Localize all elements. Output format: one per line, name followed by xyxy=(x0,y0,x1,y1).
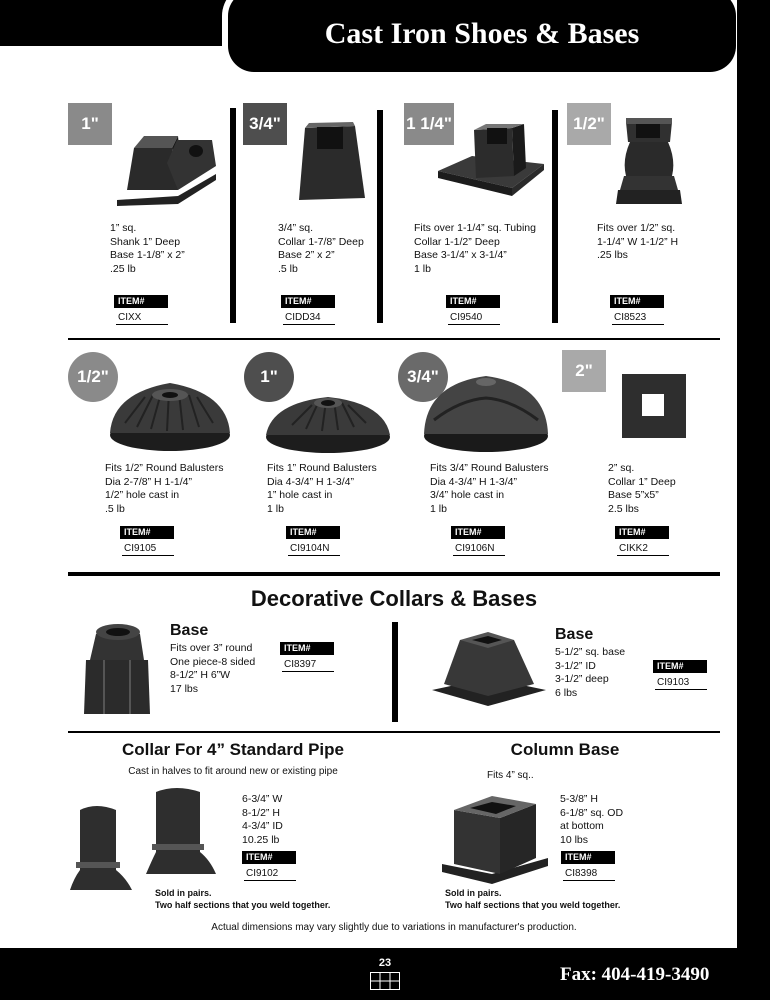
item-label: ITEM# xyxy=(114,295,168,308)
product-desc: 6-3/4” W 8-1/2” H 4-3/4” ID 10.25 lb xyxy=(242,793,283,846)
round-base-image xyxy=(105,375,235,457)
item-number: CI9105 xyxy=(122,541,174,556)
item-number: CI9106N xyxy=(453,541,505,556)
round-base-image xyxy=(262,383,394,457)
row-divider xyxy=(68,731,720,733)
column-base-image xyxy=(440,788,550,888)
item-number: CI8523 xyxy=(612,310,664,325)
collar-title: Collar For 4” Standard Pipe xyxy=(122,740,344,759)
divider xyxy=(392,622,398,722)
size-tag: 1" xyxy=(68,103,112,145)
divider xyxy=(230,108,236,323)
product-name: Base xyxy=(555,626,594,643)
product-desc: Fits 1” Round Balusters Dia 4-3/4” H 1-3/4” 1” hole cast in 1 lb xyxy=(267,462,377,515)
item-label: ITEM# xyxy=(561,851,615,864)
item-number: CI9540 xyxy=(448,310,500,325)
item-number: CI9104N xyxy=(288,541,340,556)
item-label: ITEM# xyxy=(281,295,335,308)
item-number: CIXX xyxy=(116,310,168,325)
side-bar xyxy=(737,0,770,948)
section-divider xyxy=(68,572,720,576)
item-label: ITEM# xyxy=(653,660,707,673)
size-tag: 1/2" xyxy=(68,352,118,402)
product-name: Base xyxy=(170,622,209,639)
shank-shoe-image xyxy=(112,118,222,206)
product-desc: 1” sq. Shank 1” Deep Base 1-1/8” x 2” .25 lb xyxy=(110,222,185,275)
product-desc: Fits 1/2” Round Balusters Dia 2-7/8” H 1-1/4” 1/2” hole cast in .5 lb xyxy=(105,462,224,515)
row-divider xyxy=(68,338,720,340)
size-tag: 3/4" xyxy=(243,103,287,145)
item-label: ITEM# xyxy=(451,526,505,539)
size-tag: 1" xyxy=(244,352,294,402)
item-label: ITEM# xyxy=(610,295,664,308)
item-number: CI9103 xyxy=(655,675,707,690)
item-label: ITEM# xyxy=(286,526,340,539)
small-baluster-shoe-image xyxy=(608,112,690,208)
size-tag: 2" xyxy=(562,350,606,392)
item-label: ITEM# xyxy=(615,526,669,539)
item-number: CIDD34 xyxy=(283,310,335,325)
item-number: CI9102 xyxy=(244,866,296,881)
pipe-collar-image xyxy=(66,782,226,892)
sold-note: Sold in pairs. Two half sections that you weld together. xyxy=(155,888,331,910)
sold-note: Sold in pairs. Two half sections that you weld together. xyxy=(445,888,621,910)
size-tag: 1/2" xyxy=(567,103,611,145)
page-title: Cast Iron Shoes & Bases xyxy=(324,17,640,50)
collar-subtitle: Cast in halves to fit around new or existing pipe xyxy=(128,766,338,777)
item-label: ITEM# xyxy=(120,526,174,539)
dome-base-image xyxy=(420,370,552,458)
square-collar-image xyxy=(620,372,690,442)
grid-logo-icon xyxy=(370,972,400,990)
product-desc: Fits over 3” round One piece-8 sided 8-1/2” H 6”W 17 lbs xyxy=(170,642,256,695)
column-title: Column Base xyxy=(510,740,620,759)
item-label: ITEM# xyxy=(446,295,500,308)
size-tag: 3/4" xyxy=(398,352,448,402)
section-title: Decorative Collars & Bases xyxy=(250,586,538,611)
product-desc: 5-1/2” sq. base 3-1/2” ID 3-1/2” deep 6 lbs xyxy=(555,646,626,699)
page-number: 23 xyxy=(378,957,392,969)
column-subtitle: Fits 4” sq.. xyxy=(487,770,534,781)
product-desc: Fits over 1/2” sq. 1-1/4” W 1-1/2” H .25 lbs xyxy=(597,222,679,261)
item-number: CIKK2 xyxy=(617,541,669,556)
divider xyxy=(377,110,383,323)
product-desc: 2” sq. Collar 1” Deep Base 5”x5” 2.5 lbs xyxy=(608,462,676,515)
size-tag: 1 1/4" xyxy=(404,103,454,145)
item-label: ITEM# xyxy=(280,642,334,655)
product-desc: 3/4” sq. Collar 1-7/8” Deep Base 2” x 2” .5 lb xyxy=(278,222,364,275)
product-desc: Fits 3/4” Round Balusters Dia 4-3/4” H 1-3/4” 3/4” hole cast in 1 lb xyxy=(430,462,549,515)
item-number: CI8397 xyxy=(282,657,334,672)
disclaimer: Actual dimensions may vary slightly due to variations in manufacturer's production. xyxy=(211,922,577,933)
collar-shoe-image xyxy=(295,118,375,208)
product-desc: 5-3/8” H 6-1/8” sq. OD at bottom 10 lbs xyxy=(560,793,624,846)
item-label: ITEM# xyxy=(242,851,296,864)
tubing-shoe-image xyxy=(432,116,548,200)
fax-number: Fax: 404-419-3490 xyxy=(560,964,710,985)
octagon-base-image xyxy=(78,620,158,716)
product-desc: Fits over 1-1/4” sq. Tubing Collar 1-1/2” Deep Base 3-1/4” x 3-1/4” 1 lb xyxy=(414,222,536,275)
divider xyxy=(552,110,558,323)
item-number: CI8398 xyxy=(563,866,615,881)
square-pyramid-base-image xyxy=(430,622,548,708)
